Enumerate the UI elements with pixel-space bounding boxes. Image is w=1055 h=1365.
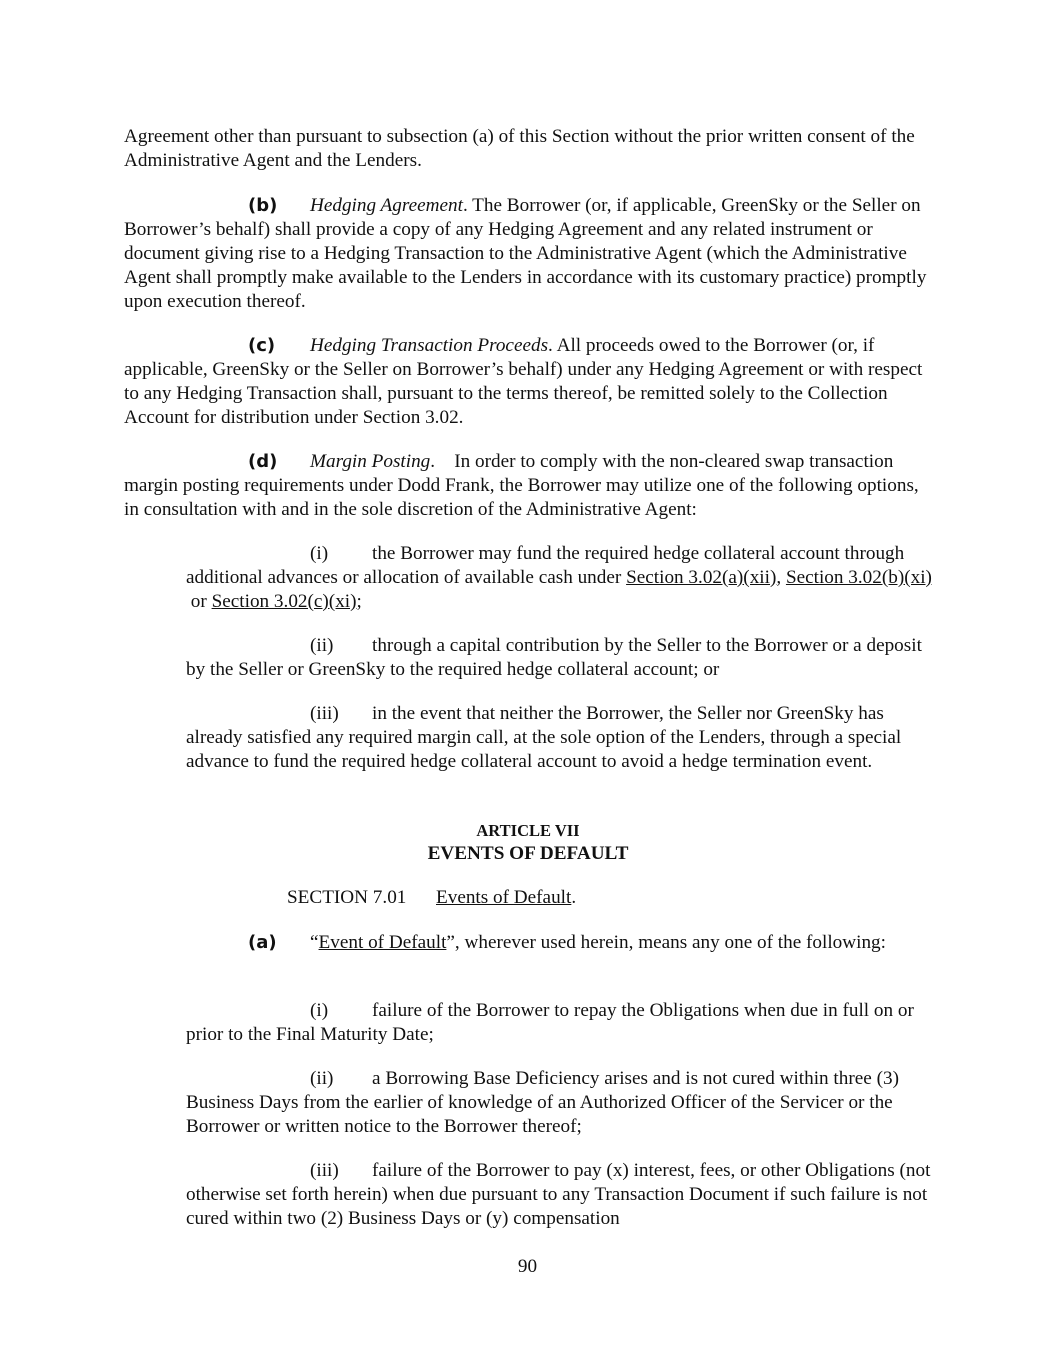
separator: ; bbox=[356, 591, 362, 612]
paragraph-b-label: (b) bbox=[248, 195, 278, 216]
item-number: (i) bbox=[310, 1000, 329, 1021]
item-text: failure of the Borrower to pay (x) interest, fees, or other Obligations (not otherwise set forth herein) when due pursuant to any Transaction Document if such failure is not cured within two (2) Business Days or (y) compensation bbox=[186, 1160, 931, 1229]
item-text: a Borrowing Base Deficiency arises and is not cured within three (3) Business Days from the earlier of knowledge of an Authorized Officer of the Servicer or the Borrower or written notice to the Borrower thereof; bbox=[186, 1068, 899, 1137]
paragraph-c-title: Hedging Transaction Proceeds bbox=[310, 335, 549, 356]
item-text: through a capital contribution by the Seller to the Borrower or a deposit by the Seller or GreenSky to the required hedge collateral account; or bbox=[186, 635, 922, 680]
item-text: in the event that neither the Borrower, the Seller nor GreenSky has already satisfied any required margin call, at the sole option of the Lenders, through a special advance to fund the required hedge collateral account to avoid a hedge termination event. bbox=[186, 703, 902, 772]
defined-term: Event of Default bbox=[318, 932, 447, 953]
section-ref-link: Section 3.02(b)(xi) bbox=[785, 567, 932, 588]
event-a-text: ”, wherever used herein, means any one of the following: bbox=[446, 932, 886, 953]
section-ref-link: Section 3.02(c)(xi) bbox=[211, 591, 357, 612]
item-number: (ii) bbox=[310, 635, 334, 656]
item-text: the Borrower may fund the required hedge collateral account through additional advances or allocation of available cash under bbox=[186, 543, 905, 588]
paragraph-d-item-i bbox=[186, 542, 932, 614]
section-ref-link: Section 3.02(a)(xii) bbox=[626, 567, 777, 588]
paragraph-d-item-iii bbox=[186, 702, 932, 774]
separator: or bbox=[186, 591, 212, 612]
event-item-ii bbox=[186, 1067, 932, 1139]
separator: , bbox=[776, 567, 786, 588]
page-number: 90 bbox=[517, 1256, 538, 1277]
event-a-open-quote: “ bbox=[310, 932, 319, 953]
paragraph-b bbox=[124, 194, 932, 314]
section-number: SECTION 7.01 bbox=[287, 887, 407, 908]
paragraph-d bbox=[124, 450, 932, 522]
paragraph-b-title: Hedging Agreement bbox=[310, 195, 463, 216]
item-number: (iii) bbox=[310, 703, 339, 724]
paragraph-b-text: . The Borrower (or, if applicable, GreenSky or the Seller on Borrower’s behalf) shall provide a copy of any Hedging Agreement and any related instrument or document giving rise to a Hedging Transaction to the Administrative Agent (which the Administrative Agent shall promptly make available to the Lenders in accordance with its customary practice) promptly upon execution thereof. bbox=[124, 195, 927, 312]
section-title: Events of Default bbox=[436, 887, 572, 908]
event-a-label: (a) bbox=[248, 932, 277, 953]
paragraph-d-label: (d) bbox=[248, 451, 278, 472]
item-number: (iii) bbox=[310, 1160, 339, 1181]
item-text: failure of the Borrower to repay the Obligations when due in full on or prior to the Final Maturity Date; bbox=[186, 1000, 914, 1045]
paragraph-d-title: Margin Posting bbox=[310, 451, 431, 472]
article-title: EVENTS OF DEFAULT bbox=[427, 843, 629, 864]
paragraph-c-label: (c) bbox=[248, 335, 276, 356]
paragraph-c-text: . All proceeds owed to the Borrower (or, if applicable, GreenSky or the Seller on Borrower’s behalf) under any Hedging Agreement or with respect to any Hedging Transaction shall, pursuant to the terms thereof, be remitted solely to the Collection Account for distribution under Section 3.02. bbox=[124, 335, 923, 428]
article-number: ARTICLE VII bbox=[476, 821, 580, 840]
paragraph-d-item-ii bbox=[186, 634, 932, 682]
event-item-i bbox=[186, 999, 932, 1047]
item-number: (ii) bbox=[310, 1068, 334, 1089]
section-end: . bbox=[571, 887, 577, 908]
carryover-paragraph bbox=[124, 125, 932, 173]
paragraph-d-text: . In order to comply with the non-cleared swap transaction margin posting requirements under Dodd Frank, the Borrower may utilize one of the following options, in consultation with and in the sole discretion of the Administrative Agent: bbox=[124, 451, 924, 520]
item-number: (i) bbox=[310, 543, 329, 564]
event-paragraph-a bbox=[124, 931, 932, 955]
paragraph-c bbox=[124, 334, 932, 430]
carryover-text: Agreement other than pursuant to subsection (a) of this Section without the prior written consent of the Administrative Agent and the Lenders. bbox=[124, 126, 915, 171]
event-item-iii bbox=[186, 1159, 932, 1231]
section-heading bbox=[287, 886, 576, 910]
